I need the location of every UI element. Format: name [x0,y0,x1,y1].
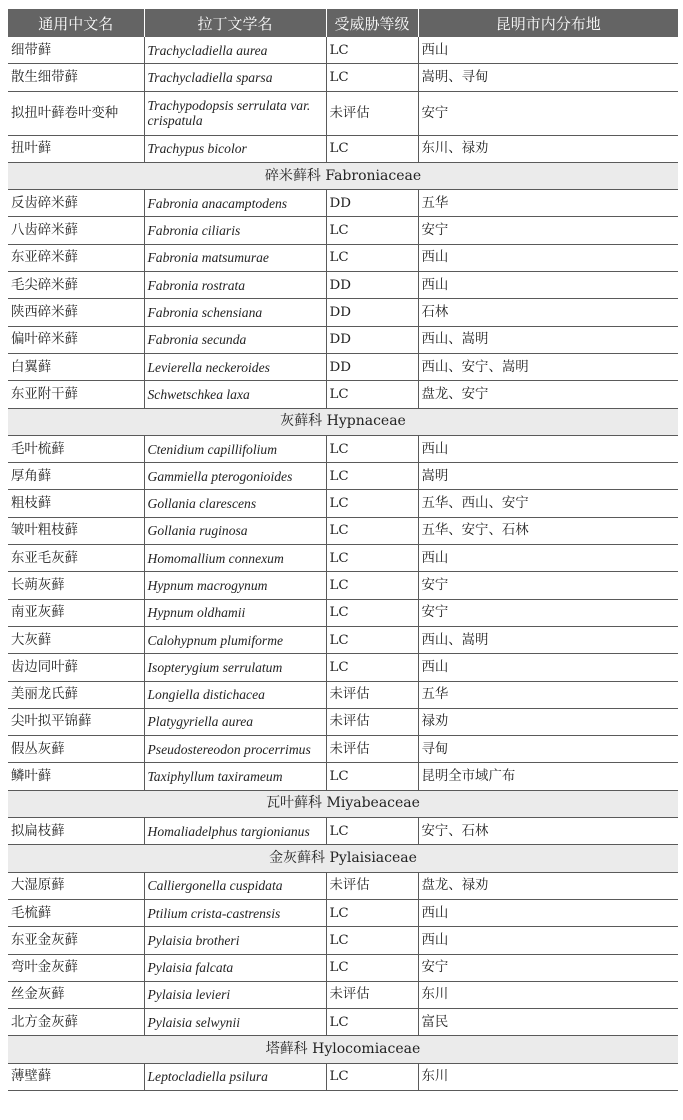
cell-threat-level: LC [326,1063,418,1090]
cell-latin-name: Calohypnum plumiforme [144,626,326,653]
cell-chinese-name: 齿边同叶藓 [8,654,144,681]
cell-latin-name: Hypnum oldhamii [144,599,326,626]
cell-latin-name: Gammiella pterogonioides [144,463,326,490]
cell-chinese-name: 北方金灰藓 [8,1009,144,1036]
cell-latin-name: Levierella neckeroides [144,353,326,380]
cell-chinese-name: 薄壁藓 [8,1063,144,1090]
table-row [8,326,678,353]
cell-threat-level: LC [326,572,418,599]
cell-threat-level: LC [326,135,418,162]
family-label: 灰藓科 Hypnaceae [8,408,678,435]
cell-chinese-name: 扭叶藓 [8,135,144,162]
cell-chinese-name: 东亚毛灰藓 [8,545,144,572]
cell-chinese-name: 白翼藓 [8,353,144,380]
cell-distribution: 五华 [418,190,678,217]
cell-latin-name: Pylaisia falcata [144,954,326,981]
table-row [8,190,678,217]
table-row [8,572,678,599]
table-row [8,872,678,899]
cell-chinese-name: 反齿碎米藓 [8,190,144,217]
cell-threat-level: LC [326,545,418,572]
cell-latin-name: Leptocladiella psilura [144,1063,326,1090]
cell-threat-level: DD [326,326,418,353]
table-row [8,954,678,981]
cell-chinese-name: 美丽龙氏藓 [8,681,144,708]
cell-latin-name: Fabronia anacamptodens [144,190,326,217]
cell-chinese-name: 粗枝藓 [8,490,144,517]
cell-latin-name: Fabronia secunda [144,326,326,353]
cell-threat-level: LC [326,927,418,954]
cell-latin-name: Calliergonella cuspidata [144,872,326,899]
cell-latin-name: Pylaisia selwynii [144,1009,326,1036]
cell-chinese-name: 弯叶金灰藓 [8,954,144,981]
cell-chinese-name: 陕西碎米藓 [8,299,144,326]
table-row [8,981,678,1008]
cell-threat-level: 未评估 [326,872,418,899]
table-row [8,435,678,462]
cell-latin-name: Ptilium crista-castrensis [144,899,326,926]
table-row [8,37,678,64]
cell-threat-level: LC [326,1009,418,1036]
cell-threat-level: LC [326,435,418,462]
table-row [8,272,678,299]
cell-threat-level: LC [326,64,418,91]
cell-chinese-name: 厚角藓 [8,463,144,490]
cell-threat-level: 未评估 [326,981,418,1008]
cell-latin-name: Trachypodopsis serrulata var. crispatula [144,91,326,135]
cell-latin-name: Fabronia schensiana [144,299,326,326]
cell-chinese-name: 长蒴灰藓 [8,572,144,599]
cell-threat-level: DD [326,353,418,380]
cell-chinese-name: 大灰藓 [8,626,144,653]
family-row [8,1036,678,1063]
table-row [8,353,678,380]
cell-distribution: 五华 [418,681,678,708]
cell-chinese-name: 东亚碎米藓 [8,244,144,271]
table-row [8,135,678,162]
cell-latin-name: Platygyriella aurea [144,708,326,735]
cell-distribution: 安宁 [418,91,678,135]
cell-latin-name: Homomallium connexum [144,545,326,572]
cell-chinese-name: 南亚灰藓 [8,599,144,626]
family-row [8,845,678,872]
cell-latin-name: Pylaisia levieri [144,981,326,1008]
table-row [8,517,678,544]
cell-distribution: 安宁 [418,217,678,244]
family-label: 碎米藓科 Fabroniaceae [8,162,678,189]
cell-distribution: 东川 [418,981,678,1008]
table-row [8,708,678,735]
cell-latin-name: Isopterygium serrulatum [144,654,326,681]
table-row [8,381,678,408]
cell-threat-level: LC [326,626,418,653]
cell-distribution: 安宁、石林 [418,818,678,845]
cell-distribution: 石林 [418,299,678,326]
header-threat-level: 受威胁等级 [326,9,418,37]
cell-threat-level: LC [326,517,418,544]
cell-distribution: 西山 [418,545,678,572]
family-row [8,790,678,817]
cell-distribution: 西山、嵩明 [418,626,678,653]
cell-chinese-name: 东亚金灰藓 [8,927,144,954]
cell-threat-level: LC [326,217,418,244]
table-row [8,763,678,790]
family-label: 塔藓科 Hylocomiaceae [8,1036,678,1063]
header-latin-name: 拉丁文学名 [144,9,326,37]
table-row [8,626,678,653]
cell-latin-name: Trachycladiella sparsa [144,64,326,91]
cell-chinese-name: 东亚附干藓 [8,381,144,408]
table-row [8,91,678,135]
table-row [8,736,678,763]
species-table [8,9,678,1091]
table-body [8,37,678,1090]
cell-latin-name: Fabronia ciliaris [144,217,326,244]
cell-distribution: 五华、安宁、石林 [418,517,678,544]
cell-threat-level: DD [326,190,418,217]
cell-threat-level: 未评估 [326,736,418,763]
family-row [8,408,678,435]
cell-latin-name: Gollania clarescens [144,490,326,517]
table-row [8,1063,678,1090]
table-row [8,681,678,708]
family-label: 金灰藓科 Pylaisiaceae [8,845,678,872]
cell-distribution: 西山、嵩明 [418,326,678,353]
table-row [8,599,678,626]
cell-chinese-name: 皱叶粗枝藓 [8,517,144,544]
cell-latin-name: Pylaisia brotheri [144,927,326,954]
cell-threat-level: LC [326,954,418,981]
table-row [8,818,678,845]
cell-threat-level: 未评估 [326,91,418,135]
table-row [8,244,678,271]
cell-latin-name: Hypnum macrogynum [144,572,326,599]
cell-distribution: 禄劝 [418,708,678,735]
cell-latin-name: Trachypus bicolor [144,135,326,162]
header-distribution: 昆明市内分布地 [418,9,678,37]
cell-threat-level: 未评估 [326,708,418,735]
cell-latin-name: Gollania ruginosa [144,517,326,544]
cell-chinese-name: 毛尖碎米藓 [8,272,144,299]
cell-distribution: 西山 [418,244,678,271]
table-row [8,64,678,91]
cell-latin-name: Schwetschkea laxa [144,381,326,408]
cell-threat-level: LC [326,599,418,626]
species-table-container [8,9,678,1091]
cell-distribution: 安宁 [418,954,678,981]
cell-chinese-name: 细带藓 [8,37,144,64]
cell-chinese-name: 拟扭叶藓卷叶变种 [8,91,144,135]
cell-chinese-name: 鳞叶藓 [8,763,144,790]
cell-distribution: 安宁 [418,572,678,599]
cell-distribution: 嵩明、寻甸 [418,64,678,91]
cell-distribution: 西山 [418,899,678,926]
cell-latin-name: Homaliadelphus targionianus [144,818,326,845]
cell-threat-level: LC [326,763,418,790]
family-label: 瓦叶藓科 Miyabeaceae [8,790,678,817]
header-row [8,9,678,37]
table-row [8,490,678,517]
cell-distribution: 东川 [418,1063,678,1090]
cell-threat-level: DD [326,272,418,299]
cell-distribution: 西山 [418,272,678,299]
cell-latin-name: Fabronia matsumurae [144,244,326,271]
cell-distribution: 西山 [418,435,678,462]
cell-threat-level: DD [326,299,418,326]
family-row [8,162,678,189]
cell-threat-level: LC [326,37,418,64]
cell-chinese-name: 拟扁枝藓 [8,818,144,845]
cell-distribution: 盘龙、禄劝 [418,872,678,899]
table-row [8,927,678,954]
cell-distribution: 寻甸 [418,736,678,763]
cell-distribution: 西山 [418,927,678,954]
cell-threat-level: 未评估 [326,681,418,708]
cell-chinese-name: 毛梳藓 [8,899,144,926]
cell-distribution: 西山 [418,654,678,681]
cell-distribution: 安宁 [418,599,678,626]
cell-threat-level: LC [326,899,418,926]
table-row [8,217,678,244]
header-chinese-name: 通用中文名 [8,9,144,37]
cell-threat-level: LC [326,463,418,490]
cell-chinese-name: 偏叶碎米藓 [8,326,144,353]
table-row [8,299,678,326]
table-row [8,654,678,681]
cell-distribution: 西山、安宁、嵩明 [418,353,678,380]
cell-latin-name: Ctenidium capillifolium [144,435,326,462]
cell-chinese-name: 八齿碎米藓 [8,217,144,244]
cell-distribution: 五华、西山、安宁 [418,490,678,517]
table-row [8,1009,678,1036]
table-row [8,463,678,490]
cell-distribution: 盘龙、安宁 [418,381,678,408]
cell-threat-level: LC [326,381,418,408]
cell-chinese-name: 尖叶拟平锦藓 [8,708,144,735]
cell-chinese-name: 大湿原藓 [8,872,144,899]
cell-threat-level: LC [326,490,418,517]
cell-latin-name: Taxiphyllum taxirameum [144,763,326,790]
cell-chinese-name: 丝金灰藓 [8,981,144,1008]
table-row [8,899,678,926]
cell-latin-name: Pseudostereodon procerrimus [144,736,326,763]
cell-latin-name: Fabronia rostrata [144,272,326,299]
cell-threat-level: LC [326,818,418,845]
cell-chinese-name: 散生细带藓 [8,64,144,91]
cell-distribution: 富民 [418,1009,678,1036]
cell-chinese-name: 毛叶梳藓 [8,435,144,462]
cell-latin-name: Trachycladiella aurea [144,37,326,64]
table-row [8,545,678,572]
cell-threat-level: LC [326,654,418,681]
cell-latin-name: Longiella distichacea [144,681,326,708]
cell-distribution: 西山 [418,37,678,64]
cell-distribution: 昆明全市域广布 [418,763,678,790]
cell-chinese-name: 假丛灰藓 [8,736,144,763]
cell-distribution: 嵩明 [418,463,678,490]
cell-threat-level: LC [326,244,418,271]
cell-distribution: 东川、禄劝 [418,135,678,162]
